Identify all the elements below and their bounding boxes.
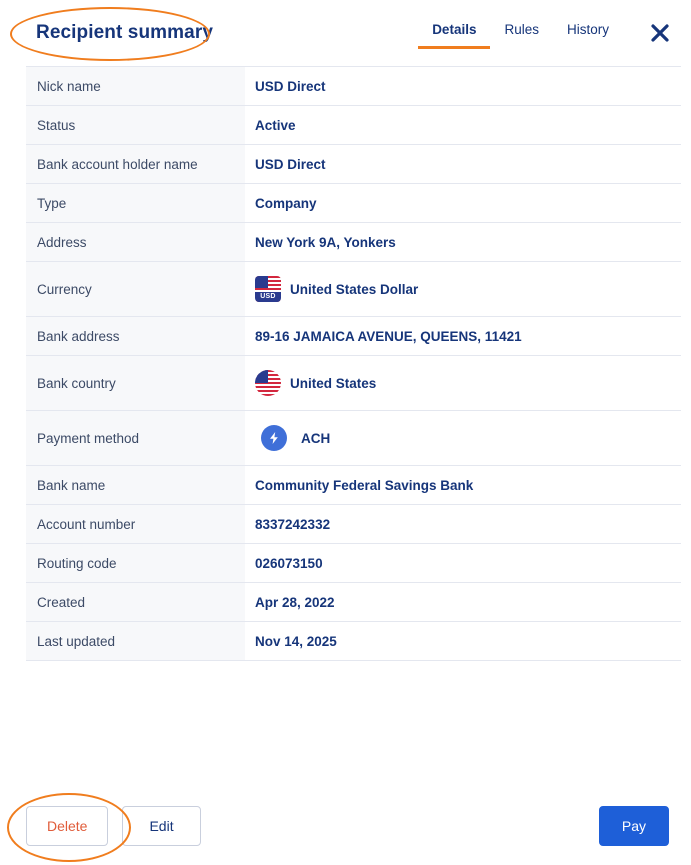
tab-details[interactable]: Details: [418, 18, 490, 49]
table-row: [26, 262, 681, 317]
page-title-wrapper: [26, 16, 223, 50]
row-label-bank-country: Bank country: [26, 356, 245, 411]
header-right-controls: [418, 18, 673, 49]
tab-history[interactable]: History: [566, 21, 609, 37]
close-icon[interactable]: [647, 20, 673, 46]
value-text: 89-16 JAMAICA AVENUE, QUEENS, 11421: [255, 328, 522, 344]
page-title: Recipient summary: [36, 22, 213, 43]
value-text: Company: [255, 195, 317, 211]
table-row: [26, 505, 681, 544]
table-row: [26, 466, 681, 505]
usd-currency-flag-icon: [255, 276, 281, 302]
row-value-created: [245, 583, 681, 622]
value-text: Nov 14, 2025: [255, 633, 337, 649]
value-text: 8337242332: [255, 516, 331, 532]
value-text: USD Direct: [255, 78, 326, 94]
row-label-type: Type: [26, 184, 245, 223]
row-label-routing-code: Routing code: [26, 544, 245, 583]
value-text: Apr 28, 2022: [255, 594, 335, 610]
table-row: [26, 544, 681, 583]
value-text: New York 9A, Yonkers: [255, 234, 396, 250]
panel-header: [0, 0, 691, 66]
status-badge: Active: [255, 117, 296, 133]
row-label-account-number: Account number: [26, 505, 245, 544]
value-text: ACH: [301, 430, 331, 446]
table-row: [26, 67, 681, 106]
table-row: [26, 583, 681, 622]
us-flag-icon: [255, 370, 281, 396]
row-value-nick-name: [245, 67, 681, 106]
table-row: [26, 356, 681, 411]
ach-method-icon: [261, 425, 287, 451]
delete-button[interactable]: Delete: [26, 806, 108, 846]
row-label-last-updated: Last updated: [26, 622, 245, 661]
edit-button[interactable]: Edit: [122, 806, 200, 846]
row-value-bank-address: [245, 317, 681, 356]
table-row: [26, 622, 681, 661]
row-label-bank-address: Bank address: [26, 317, 245, 356]
row-value-bank-country: [245, 356, 681, 411]
row-label-currency: Currency: [26, 262, 245, 317]
table-row: [26, 317, 681, 356]
value-text: United States Dollar: [290, 281, 419, 297]
table-row: [26, 106, 681, 145]
row-label-address: Address: [26, 223, 245, 262]
value-text: United States: [290, 375, 377, 391]
row-value-account-holder-name: [245, 145, 681, 184]
row-value-routing-code: [245, 544, 681, 583]
row-label-payment-method: Payment method: [26, 411, 245, 466]
row-value-status: [245, 106, 681, 145]
value-text: USD Direct: [255, 156, 326, 172]
delete-button-wrapper: [26, 806, 108, 846]
table-row: [26, 184, 681, 223]
row-value-last-updated: [245, 622, 681, 661]
row-value-type: [245, 184, 681, 223]
table-row: [26, 223, 681, 262]
row-value-currency: [245, 262, 681, 317]
currency-code-label: USD: [255, 292, 281, 302]
row-value-address: [245, 223, 681, 262]
table-row: [26, 145, 681, 184]
row-label-created: Created: [26, 583, 245, 622]
tab-bar: [418, 18, 623, 49]
row-value-bank-name: [245, 466, 681, 505]
panel-footer: [0, 787, 691, 865]
row-value-account-number: [245, 505, 681, 544]
value-text: 026073150: [255, 555, 323, 571]
row-label-nick-name: Nick name: [26, 67, 245, 106]
table-row: [26, 411, 681, 466]
pay-button[interactable]: Pay: [599, 806, 669, 846]
recipient-details-table: [26, 66, 681, 661]
value-text: Community Federal Savings Bank: [255, 477, 474, 493]
tab-rules[interactable]: Rules: [504, 21, 539, 37]
row-label-bank-name: Bank name: [26, 466, 245, 505]
row-label-account-holder-name: Bank account holder name: [26, 145, 245, 184]
row-label-status: Status: [26, 106, 245, 145]
row-value-payment-method: [245, 411, 681, 466]
